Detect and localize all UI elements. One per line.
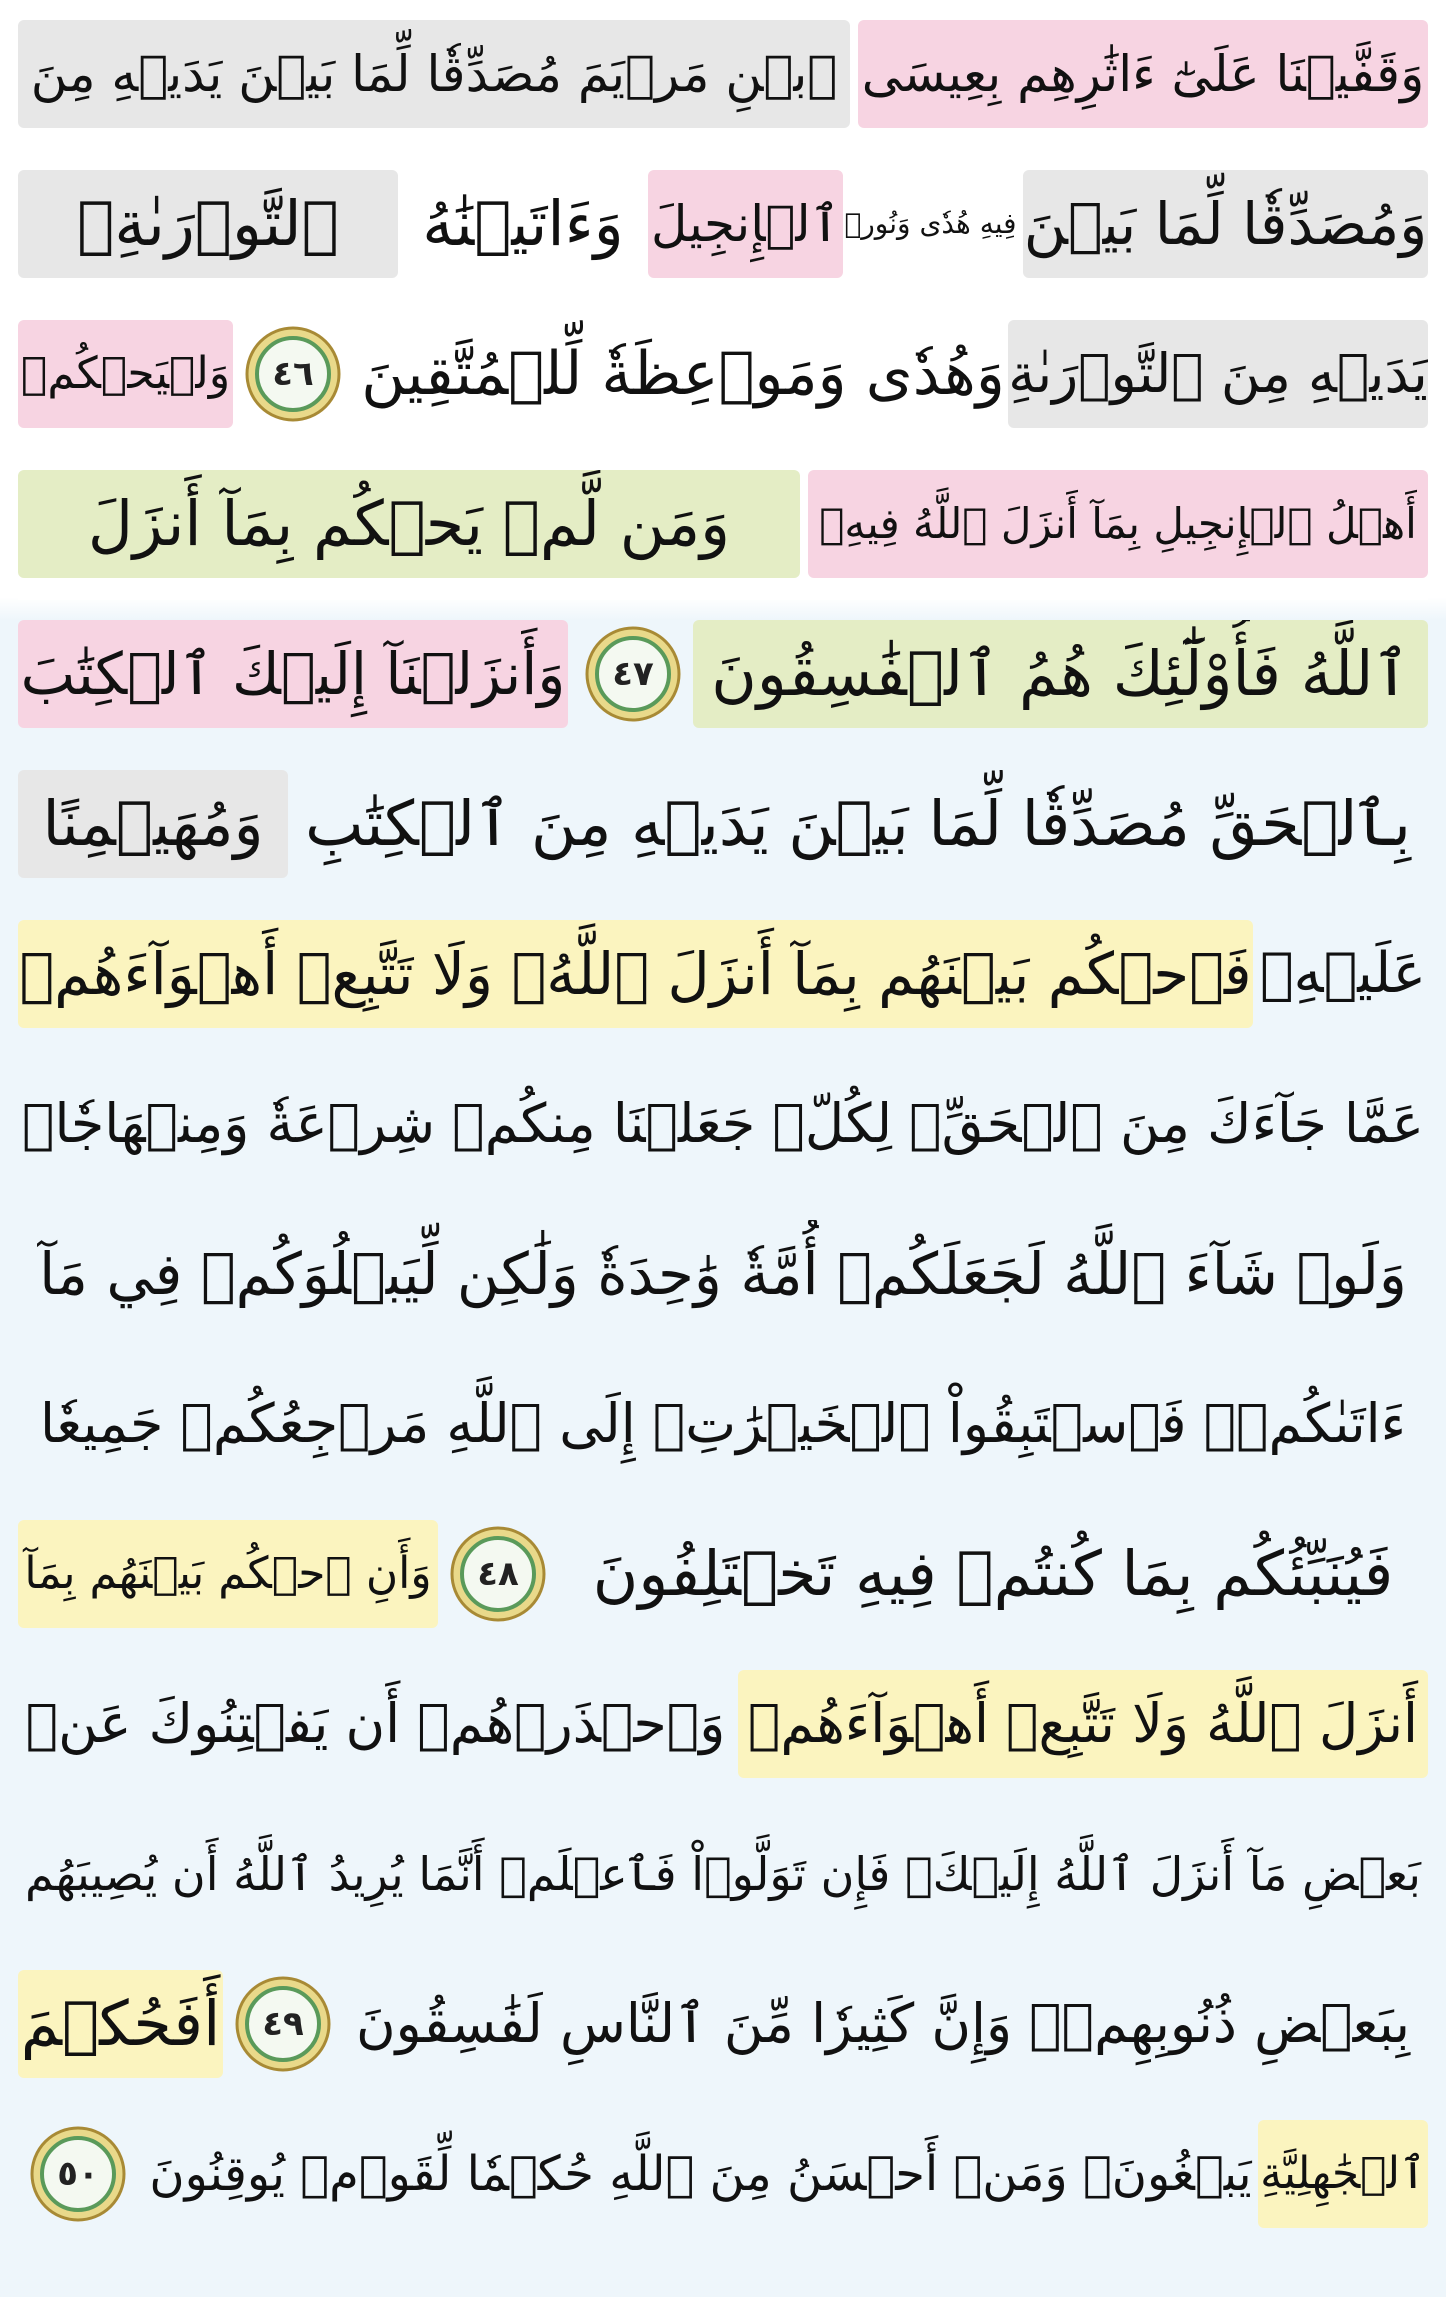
text-segment: عَلَيۡهِۖ	[1259, 941, 1427, 1006]
text-segment: بِٱلۡحَقِّ مُصَدِّقٗا لِّمَا بَيۡنَ يَدَيۡهِ مِنَ ٱلۡكِتَٰبِ	[305, 787, 1411, 860]
text-segment: وَأَنزَلۡنَآ إِلَيۡكَ ٱلۡكِتَٰبَ	[18, 620, 568, 728]
verse-number-text: ٤٨	[477, 1554, 519, 1594]
text-segment: أَفَحُكۡمَ	[18, 1970, 223, 2078]
verse-number-46	[243, 324, 343, 424]
text-segment: وَلَوۡ شَآءَ ٱللَّهُ لَجَعَلَكُمۡ أُمَّةٗ وَٰحِدَةٗ وَلَٰكِن لِّيَبۡلُوَكُمۡ فِي مَآ	[39, 1240, 1407, 1308]
verse-line-12	[18, 1650, 1428, 1800]
text-segment: ٱبۡنِ مَرۡيَمَ مُصَدِّقٗا لِّمَا بَيۡنَ يَدَيۡهِ مِنَ	[18, 20, 850, 128]
verse-line-10	[18, 1350, 1428, 1500]
text-segment: أَنزَلَ ٱللَّهُ وَلَا تَتَّبِعۡ أَهۡوَآءَهُمۡ	[738, 1670, 1428, 1778]
text-segment: ٱلتَّوۡرَىٰةِۖ	[18, 170, 398, 278]
verse-number-48	[448, 1524, 548, 1624]
verse-number-text: ٥٠	[57, 2154, 99, 2194]
verse-line-2	[18, 150, 1428, 300]
verse-line-11	[18, 1500, 1428, 1650]
text-segment: بِبَعۡضِ ذُنُوبِهِمۡۗ وَإِنَّ كَثِيرٗا مِّنَ ٱلنَّاسِ لَفَٰسِقُونَ	[356, 1992, 1411, 2055]
verse-line-6	[18, 750, 1428, 900]
verse-number-text: ٤٦	[272, 354, 314, 394]
text-segment: ٱلۡجَٰهِلِيَّةِ	[1258, 2120, 1428, 2228]
text-segment: وَأَنِ ٱحۡكُم بَيۡنَهُم بِمَآ	[18, 1520, 438, 1628]
text-segment: وَمَن لَّمۡ يَحۡكُم بِمَآ أَنزَلَ	[18, 470, 800, 578]
text-segment: ءَاتَىٰكُمۡۖ فَٱسۡتَبِقُواْ ٱلۡخَيۡرَٰتِۚ إِلَى ٱللَّهِ مَرۡجِعُكُمۡ جَمِيعٗا	[39, 1392, 1407, 1455]
text-segment: وَقَفَّيۡنَا عَلَىٰٓ ءَاثَٰرِهِم بِعِيسَى	[858, 20, 1428, 128]
text-segment: ٱلۡإِنجِيلَ	[648, 170, 843, 278]
verse-number-50	[28, 2124, 128, 2224]
text-segment: وَلۡيَحۡكُمۡ	[18, 320, 233, 428]
text-segment: وَءَاتَيۡنَٰهُ	[422, 187, 624, 260]
text-segment: أَهۡلُ ٱلۡإِنجِيلِ بِمَآ أَنزَلَ ٱللَّهُ فِيهِۚ	[808, 470, 1428, 578]
verse-line-5	[18, 600, 1428, 750]
verse-line-8	[18, 1050, 1428, 1200]
text-segment: بَعۡضِ مَآ أَنزَلَ ٱللَّهُ إِلَيۡكَۖ فَإِن تَوَلَّوۡاْ فَٱعۡلَمۡ أَنَّمَا يُرِيدُ ٱللَّهُ أَن يُصِيبَهُم	[25, 1847, 1421, 1901]
verse-line-4	[18, 450, 1428, 600]
verse-line-15	[18, 2100, 1428, 2250]
text-segment: يَدَيۡهِ مِنَ ٱلتَّوۡرَىٰةِ	[1008, 320, 1428, 428]
verse-line-7	[18, 900, 1428, 1050]
text-segment: يَبۡغُونَۚ وَمَنۡ أَحۡسَنُ مِنَ ٱللَّهِ حُكۡمٗا لِّقَوۡمٖ يُوقِنُونَ	[149, 2146, 1252, 2202]
text-segment: ٱللَّهُ فَأُوْلَٰٓئِكَ هُمُ ٱلۡفَٰسِقُونَ	[693, 620, 1428, 728]
text-segment: وَٱحۡذَرۡهُمۡ أَن يَفۡتِنُوكَ عَنۢ	[25, 1692, 726, 1755]
verse-number-47	[583, 624, 683, 724]
text-segment: فِيهِ هُدٗى وَنُورٞ	[844, 207, 1017, 240]
text-segment: فَٱحۡكُم بَيۡنَهُم بِمَآ أَنزَلَ ٱللَّهُۖ وَلَا تَتَّبِعۡ أَهۡوَآءَهُمۡ	[18, 920, 1253, 1028]
verse-line-9	[18, 1200, 1428, 1350]
text-segment: عَمَّا جَآءَكَ مِنَ ٱلۡحَقِّۚ لِكُلّٖ جَعَلۡنَا مِنكُمۡ شِرۡعَةٗ وَمِنۡهَاجٗاۚ	[22, 1092, 1424, 1155]
verse-line-13	[18, 1800, 1428, 1950]
verse-line-1	[18, 0, 1428, 150]
verse-line-3	[18, 300, 1428, 450]
text-segment: وَمُصَدِّقٗا لِّمَا بَيۡنَ	[1023, 170, 1428, 278]
text-segment: فَيُنَبِّئُكُم بِمَا كُنتُمۡ فِيهِ تَخۡتَلِفُونَ	[592, 1537, 1394, 1610]
verse-number-text: ٤٧	[612, 654, 654, 694]
verse-line-14	[18, 1950, 1428, 2100]
text-segment: وَهُدٗى وَمَوۡعِظَةٗ لِّلۡمُتَّقِينَ	[361, 339, 1005, 409]
verse-number-49	[233, 1974, 333, 2074]
verse-number-text: ٤٩	[262, 2004, 304, 2044]
text-segment: وَمُهَيۡمِنًا	[18, 770, 288, 878]
